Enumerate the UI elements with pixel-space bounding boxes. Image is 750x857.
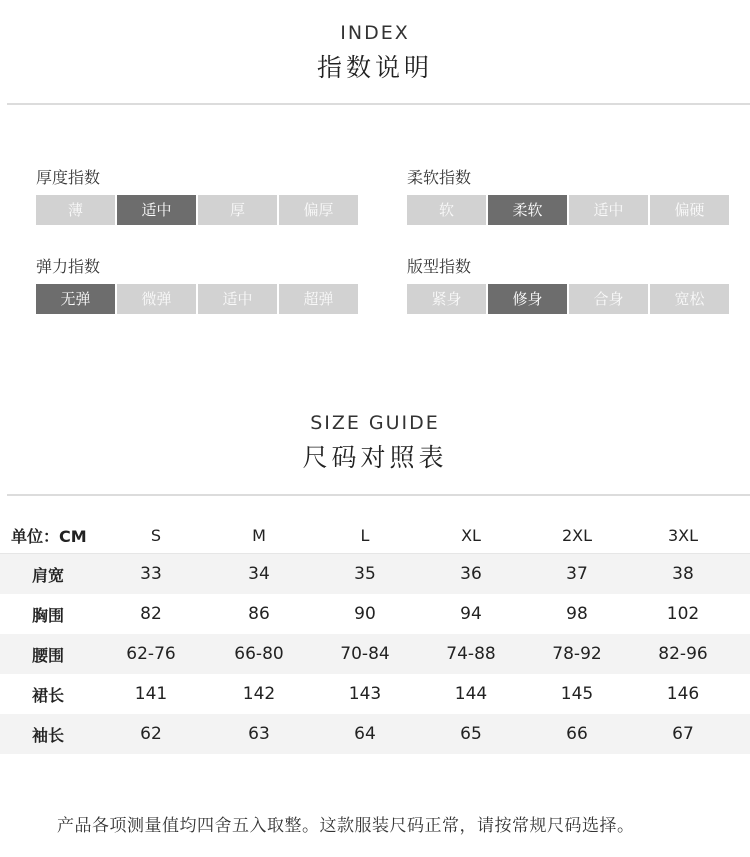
scale-option: 紧身	[407, 284, 486, 314]
table-cell: 34	[248, 564, 270, 584]
softness-scale	[407, 195, 731, 225]
table-cell: 36	[460, 564, 482, 584]
table-row	[0, 634, 750, 674]
table-cell: 146	[666, 684, 700, 704]
size-header: XL	[461, 525, 481, 545]
thickness-index	[36, 167, 360, 225]
table-cell: 143	[348, 684, 382, 704]
thickness-scale	[36, 195, 360, 225]
table-cell: 98	[566, 604, 588, 624]
table-cell: 62	[140, 724, 162, 744]
table-cell: 141	[134, 684, 168, 704]
size-header: 2XL	[561, 525, 593, 545]
scale-option: 适中	[569, 195, 648, 225]
scale-option: 薄	[36, 195, 115, 225]
table-cell: 64	[354, 724, 376, 744]
fit-scale	[407, 284, 731, 314]
scale-option: 厚	[198, 195, 277, 225]
row-label: 袖长	[31, 725, 64, 745]
table-cell: 35	[354, 564, 376, 584]
fit-index	[407, 256, 731, 314]
scale-option: 宽松	[650, 284, 729, 314]
softness-index	[407, 167, 731, 225]
size-guide-header	[0, 412, 750, 474]
table-cell: 74-88	[446, 644, 496, 664]
table-cell: 86	[248, 604, 270, 624]
measurement-note: 产品各项测量值均四舍五入取整。这款服装尺码正常，请按常规尺码选择。	[57, 816, 635, 836]
table-cell: 145	[560, 684, 594, 704]
table-cell: 62-76	[126, 644, 176, 664]
scale-option: 偏硬	[650, 195, 729, 225]
table-cell: 102	[666, 604, 700, 624]
unit-label: 单位：CM	[11, 526, 87, 546]
table-cell: 63	[248, 724, 270, 744]
softness-index-label: 柔软指数	[407, 168, 472, 187]
size-header: L	[360, 525, 370, 545]
size-header: 3XL	[667, 525, 699, 545]
fit-index-label: 版型指数	[407, 257, 472, 276]
table-cell: 90	[354, 604, 376, 624]
size-guide-title-zh: 尺码对照表	[302, 443, 448, 472]
size-table	[0, 517, 750, 754]
table-cell: 94	[460, 604, 482, 624]
thickness-index-label: 厚度指数	[36, 168, 101, 187]
table-cell: 66-80	[234, 644, 284, 664]
table-cell: 144	[454, 684, 488, 704]
size-guide-title-en: SIZE GUIDE	[310, 412, 440, 434]
size-header: S	[150, 525, 162, 545]
elasticity-index	[36, 256, 360, 314]
index-divider	[7, 103, 750, 105]
scale-option: 柔软	[488, 195, 567, 225]
scale-option: 适中	[117, 195, 196, 225]
row-label: 胸围	[31, 605, 64, 625]
row-label: 裙长	[31, 685, 64, 705]
table-cell: 38	[672, 564, 694, 584]
index-title-zh: 指数说明	[316, 53, 433, 82]
table-row	[0, 554, 750, 594]
row-label: 腰围	[31, 645, 64, 665]
scale-option: 微弹	[117, 284, 196, 314]
table-row	[0, 714, 750, 754]
index-title-en: INDEX	[340, 22, 410, 44]
scale-option: 修身	[488, 284, 567, 314]
table-cell: 142	[242, 684, 276, 704]
scale-option: 合身	[569, 284, 648, 314]
scale-option: 适中	[198, 284, 277, 314]
table-cell: 33	[140, 564, 162, 584]
elasticity-scale	[36, 284, 360, 314]
table-cell: 66	[566, 724, 588, 744]
index-header	[0, 22, 750, 84]
table-cell: 67	[672, 724, 694, 744]
scale-option: 软	[407, 195, 486, 225]
table-row	[0, 674, 750, 714]
scale-option: 偏厚	[279, 195, 358, 225]
table-cell: 82	[140, 604, 162, 624]
scale-option: 超弹	[279, 284, 358, 314]
scale-option: 无弹	[36, 284, 115, 314]
table-cell: 65	[460, 724, 482, 744]
table-cell: 70-84	[340, 644, 390, 664]
table-cell: 78-92	[552, 644, 602, 664]
table-cell: 82-96	[658, 644, 708, 664]
table-cell: 37	[566, 564, 588, 584]
size-guide-divider	[7, 494, 750, 496]
table-header-row	[0, 517, 750, 553]
table-row	[0, 594, 750, 634]
row-label: 肩宽	[31, 565, 64, 585]
size-header: M	[252, 525, 266, 545]
elasticity-index-label: 弹力指数	[36, 257, 101, 276]
